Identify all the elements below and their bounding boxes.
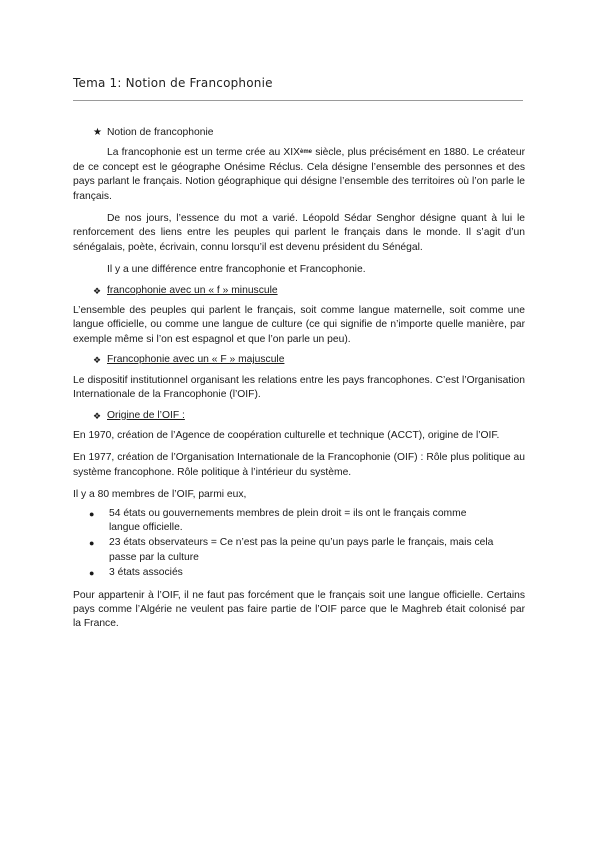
- subheading-uppercase-label: Francophonie avec un « F » majuscule: [107, 354, 285, 366]
- bullet-dot-icon: ●: [89, 508, 95, 519]
- list-item-text: 23 états observateurs = Ce n’est pas la peine qu’un pays parle le français, mais cela passe par la culture: [109, 537, 494, 563]
- paragraph-senghor: De nos jours, l’essence du mot a varié. Léopold Sédar Senghor désigne quant à lui le renforcement des liens entre les peuples qui parlent le français dans le monde. Il s’agit d’un sénégalais, poète, écrivain, connu lorsqu’il est devenu président du Sénégal.: [73, 213, 525, 253]
- bullet-dot-icon: ●: [89, 568, 95, 579]
- section-heading-label: Notion de francophonie: [107, 127, 214, 138]
- list-item-text: 54 états ou gouvernements membres de plein droit = ils ont le français comme langue officielle.: [109, 507, 467, 533]
- diamond-bullet-icon: ❖: [93, 285, 102, 296]
- document-body: [73, 126, 525, 632]
- paragraph-definition-end: siècle, plus précisément en 1880. Le créateur de ce concept est le géographe Onésime Réclus. Cela désigne l’ensemble des personnes et des pays parlant le français. Notion géographique qui désigne l’ensemble des territoires où l’on parle le français.: [73, 147, 526, 202]
- paragraph-conclusion: Pour appartenir à l’OIF, il ne faut pas forcément que le français soit une langue officielle. Certains pays comme l’Algérie ne veulent pas faire partie de l’OIF parce que le Maghreb était colonisé par la France.: [73, 589, 525, 630]
- document-title: Tema 1: Notion de Francophonie: [73, 76, 273, 90]
- paragraph-definition: [73, 146, 525, 204]
- paragraph-lowercase: L’ensemble des peuples qui parlent le français, soit comme langue maternelle, soit comme une langue officielle, ou comme une langue de culture (ce qui signifie de n’importe quelle manière, par exemple même si l’on est espagnol et que l’on parle un peu).: [73, 305, 525, 345]
- subheading-origin: [73, 409, 525, 423]
- bullet-dot-icon: ●: [89, 538, 95, 549]
- star-icon: ★: [93, 127, 102, 138]
- list-item: [89, 566, 525, 580]
- subheading-uppercase: [73, 353, 525, 367]
- title-divider: [73, 100, 523, 101]
- paragraph-1970: En 1970, création de l’Agence de coopération culturelle et technique (ACCT), origine de l’OIF.: [73, 429, 500, 441]
- paragraph-difference: Il y a une différence entre francophonie et Francophonie.: [107, 264, 366, 276]
- paragraph-definition-start: La francophonie est un terme crée au XIX: [107, 147, 300, 159]
- paragraph-1977: En 1977, création de l’Organisation Internationale de la Francophonie (OIF) : Rôle plus politique au système francophone. Rôle politique à l’intérieur du système.: [73, 452, 525, 478]
- century-superscript: ème: [299, 149, 312, 156]
- subheading-origin-label: Origine de l’OIF :: [107, 409, 185, 421]
- section-heading: [73, 126, 525, 140]
- paragraph-uppercase: Le dispositif institutionnel organisant les relations entre les pays francophones. C’est l’Organisation Internationale de la Francophonie (l’OIF).: [73, 374, 525, 401]
- list-item: [89, 507, 525, 536]
- members-list: [73, 507, 525, 581]
- paragraph-members: Il y a 80 membres de l’OIF, parmi eux,: [73, 489, 247, 501]
- diamond-bullet-icon: ❖: [93, 410, 102, 421]
- list-item: [89, 536, 525, 565]
- subheading-lowercase-label: francophonie avec un « f » minuscule: [107, 284, 278, 296]
- subheading-lowercase: [73, 284, 525, 298]
- diamond-bullet-icon: ❖: [93, 355, 102, 366]
- list-item-text: 3 états associés: [109, 567, 183, 579]
